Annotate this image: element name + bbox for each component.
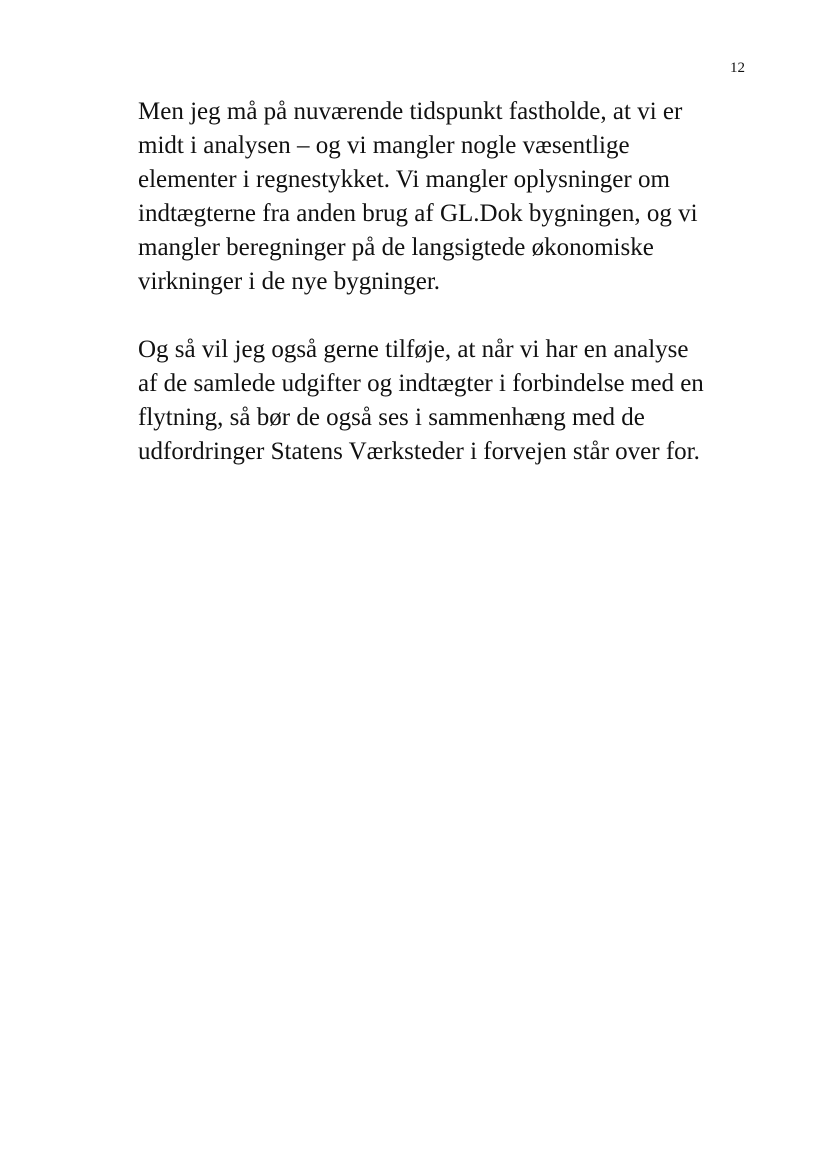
paragraph-line: mangler beregninger på de langsigtede økonomiske [138, 234, 654, 261]
paragraph-line: elementer i regnestykket. Vi mangler oplysninger om [138, 166, 670, 193]
paragraph-line: Men jeg må på nuværende tidspunkt fastholde, at vi er [138, 98, 683, 125]
paragraph-line: midt i analysen – og vi mangler nogle væsentlige [138, 132, 630, 159]
paragraph-1 [138, 95, 778, 299]
paragraph-2 [138, 333, 778, 469]
page-number: 12 [730, 60, 745, 76]
paragraph-line: udfordringer Statens Værksteder i forvejen står over for. [138, 438, 700, 465]
paragraph-line: indtægterne fra anden brug af GL.Dok bygningen, og vi [138, 200, 698, 227]
paragraph-line: af de samlede udgifter og indtægter i forbindelse med en [138, 370, 704, 397]
paragraph-line: Og så vil jeg også gerne tilføje, at når vi har en analyse [138, 336, 689, 363]
paragraph-line: virkninger i de nye bygninger. [138, 268, 441, 295]
body-text [138, 95, 778, 469]
paragraph-line: flytning, så bør de også ses i sammenhæng med de [138, 404, 645, 431]
